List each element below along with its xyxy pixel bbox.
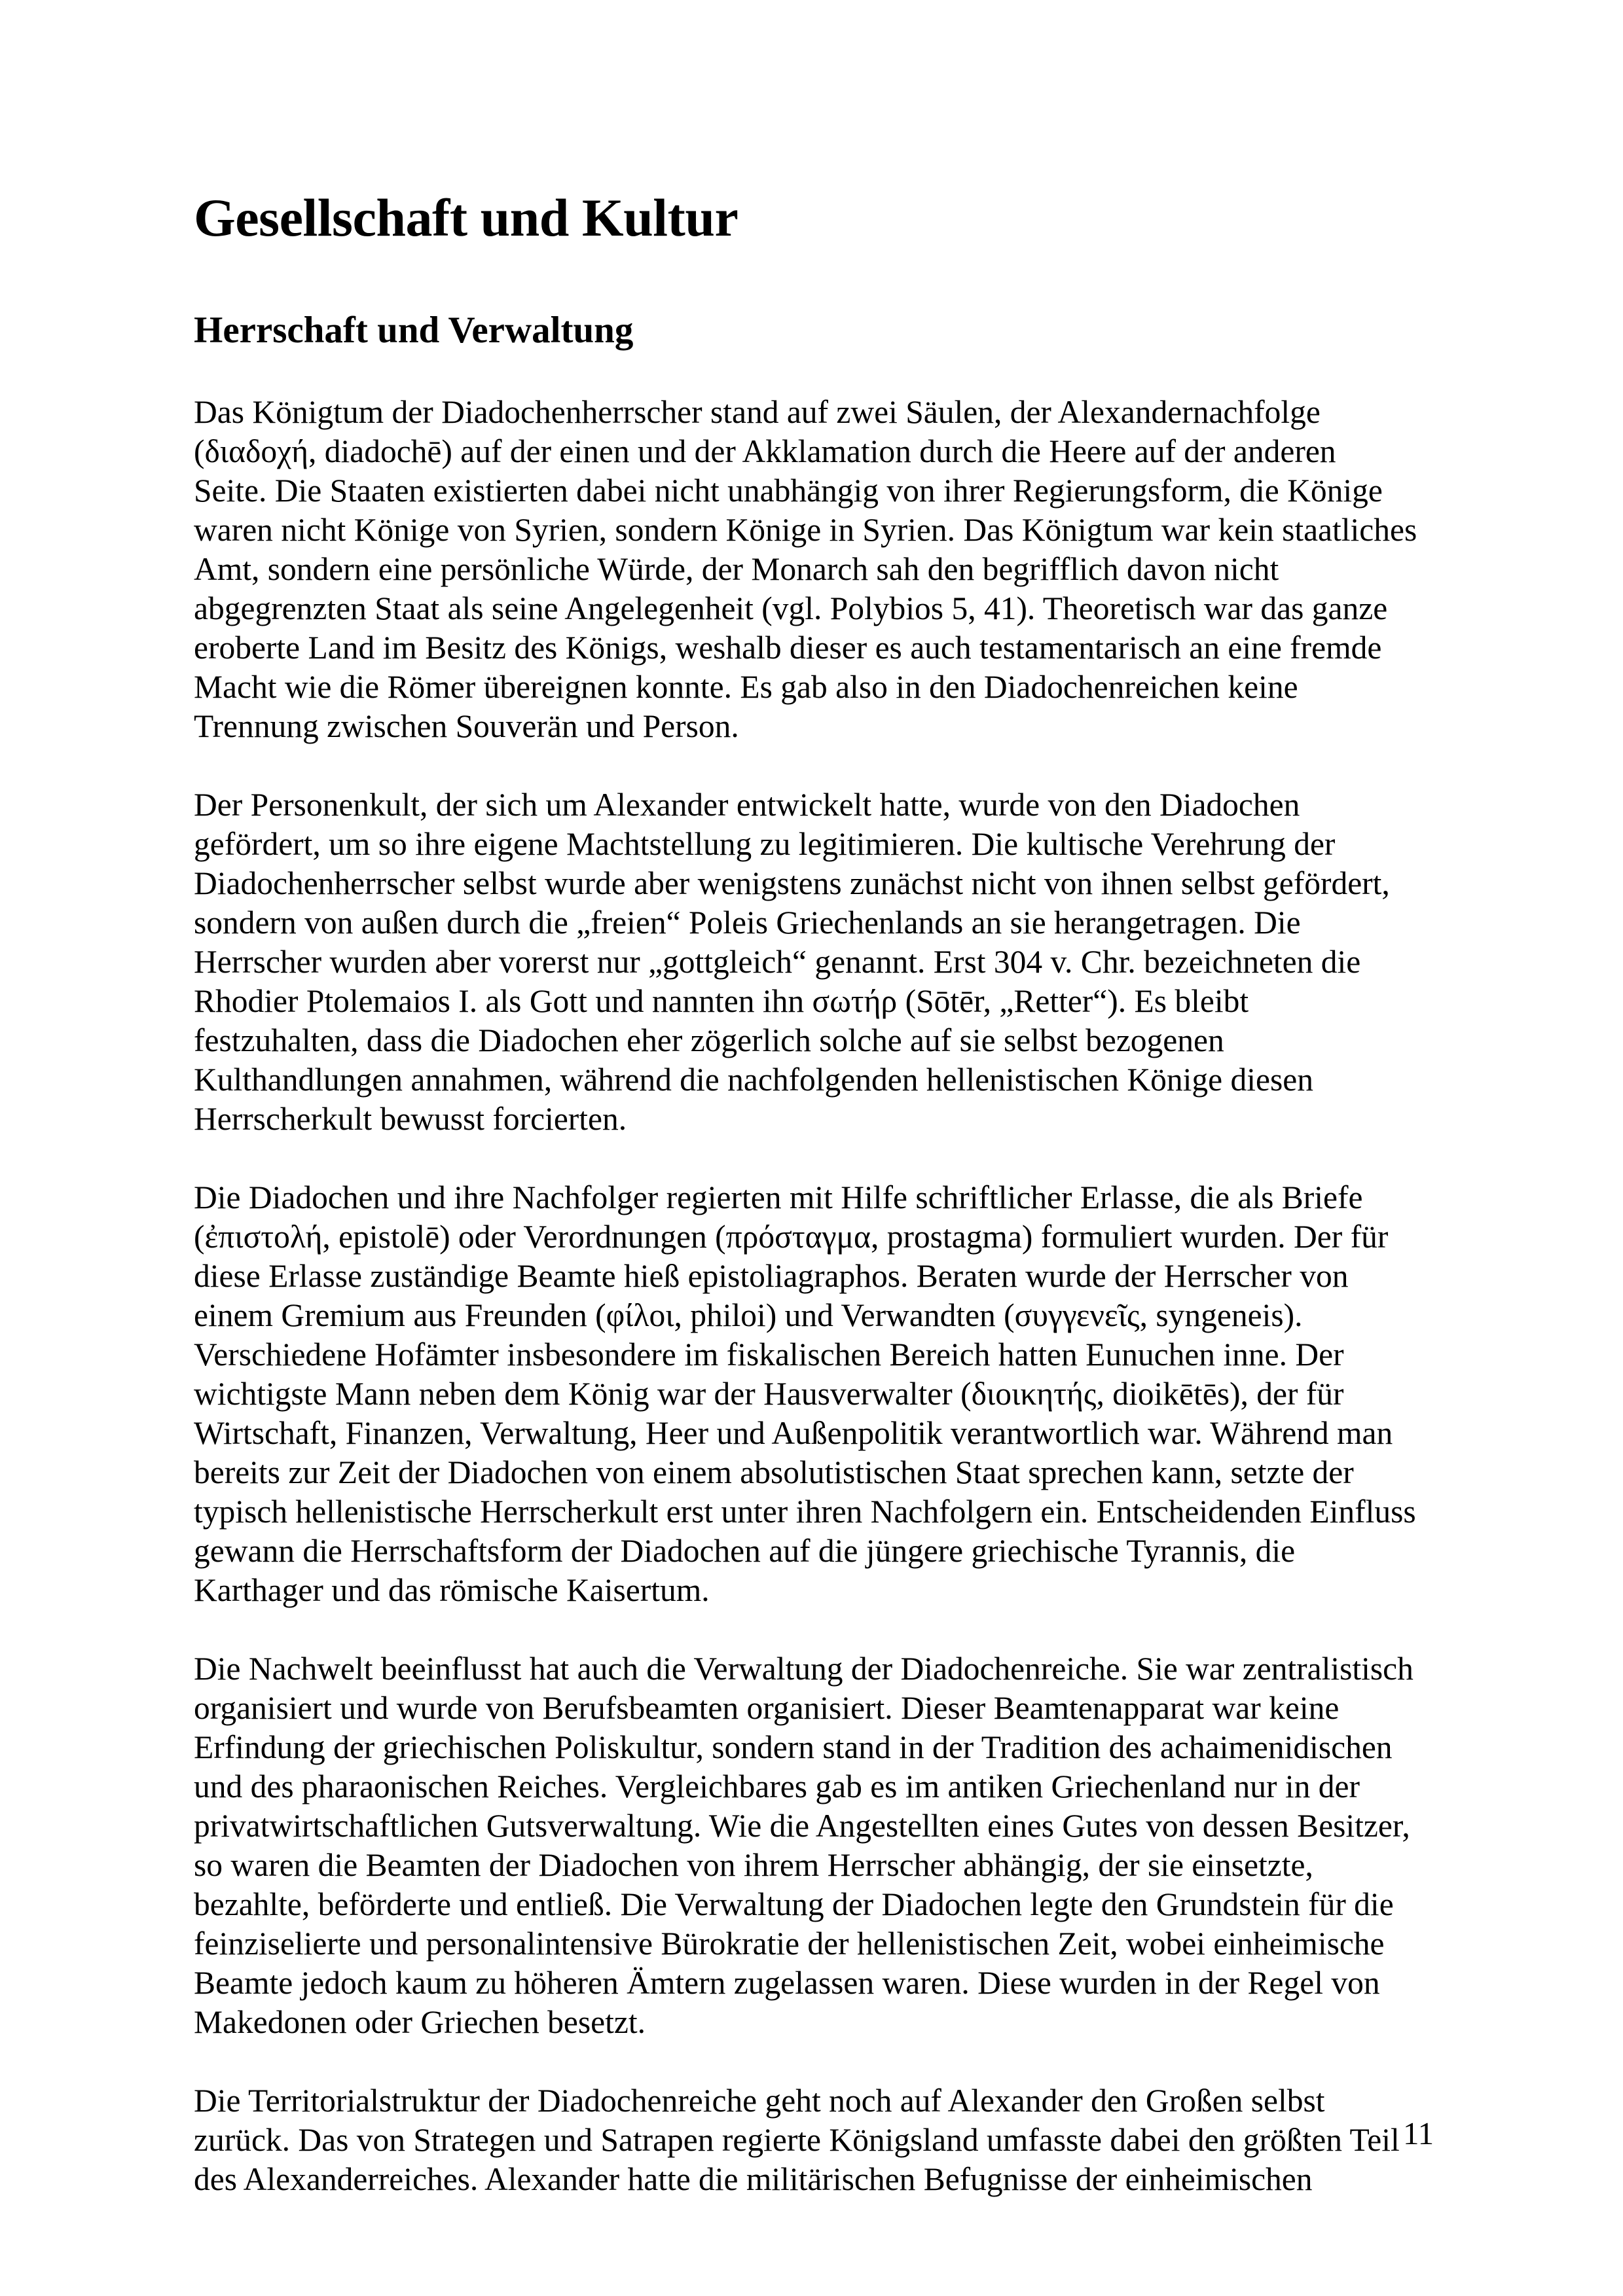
page-content (194, 187, 1438, 2199)
text-line: Beamte jedoch kaum zu höheren Ämtern zugelassen waren. Diese wurden in der Regel von (194, 1964, 1380, 2001)
text-line: Amt, sondern eine persönliche Würde, der Monarch sah den begrifflich davon nicht (194, 550, 1279, 587)
text-line: sondern von außen durch die „freien“ Poleis Griechenlands an sie herangetragen. Die (194, 904, 1301, 941)
text-line: bezahlte, beförderte und entließ. Die Verwaltung der Diadochen legte den Grundstein für die (194, 1886, 1394, 1922)
section-heading: Herrschaft und Verwaltung (194, 310, 634, 351)
paragraph (194, 393, 1438, 746)
text-line: Herrscher wurden aber vorerst nur „gottgleich“ genannt. Erst 304 v. Chr. bezeichneten die (194, 943, 1361, 980)
text-line: Das Königtum der Diadochenherrscher stand auf zwei Säulen, der Alexandernachfolge (194, 393, 1321, 430)
paragraph (194, 785, 1438, 1139)
text-line: des Alexanderreiches. Alexander hatte die militärischen Befugnisse der einheimischen (194, 2161, 1313, 2197)
text-line: Wirtschaft, Finanzen, Verwaltung, Heer und Außenpolitik verantwortlich war. Während man (194, 1414, 1393, 1451)
text-line: Herrscherkult bewusst forcierten. (194, 1100, 627, 1137)
paragraph (194, 1649, 1438, 2042)
text-line: gefördert, um so ihre eigene Machtstellung zu legitimieren. Die kultische Verehrung der (194, 825, 1336, 862)
page-number: 11 (1403, 2115, 1434, 2151)
text-line: abgegrenzten Staat als seine Angelegenheit (vgl. Polybios 5, 41). Theoretisch war das ganze (194, 590, 1388, 626)
text-line: typisch hellenistische Herrscherkult erst unter ihren Nachfolgern ein. Entscheidenden Einfluss (194, 1493, 1416, 1530)
text-line: waren nicht Könige von Syrien, sondern Könige in Syrien. Das Königtum war kein staatliches (194, 511, 1417, 548)
text-line: (ἐπιστολή, epistolē) oder Verordnungen (πρόσταγμα, prostagma) formuliert wurden. Der für (194, 1218, 1389, 1255)
page-title: Gesellschaft und Kultur (194, 188, 739, 247)
text-line: Die Territorialstruktur der Diadochenreiche geht noch auf Alexander den Großen selbst (194, 2082, 1325, 2119)
text-line: Rhodier Ptolemaios I. als Gott und nannten ihn σωτήρ (Sōtēr, „Retter“). Es bleibt (194, 982, 1249, 1019)
text-line: Karthager und das römische Kaisertum. (194, 1571, 710, 1608)
text-line: Seite. Die Staaten existierten dabei nicht unabhängig von ihrer Regierungsform, die Könige (194, 472, 1383, 509)
text-line: Erfindung der griechischen Poliskultur, sondern stand in der Tradition des achaimenidischen (194, 1729, 1393, 1765)
text-line: Kulthandlungen annahmen, während die nachfolgenden hellenistischen Könige diesen (194, 1061, 1313, 1098)
text-line: feinziselierte und personalintensive Bürokratie der hellenistischen Zeit, wobei einheimische (194, 1925, 1385, 1962)
text-line: festzuhalten, dass die Diadochen eher zögerlich solche auf sie selbst bezogenen (194, 1022, 1224, 1058)
text-line: einem Gremium aus Freunden (φίλοι, philoi) und Verwandten (συγγενεῖς, syngeneis). (194, 1297, 1303, 1333)
text-line: wichtigste Mann neben dem König war der Hausverwalter (διοικητής, dioikētēs), der für (194, 1375, 1344, 1412)
body-text (194, 393, 1438, 2199)
text-line: Diadochenherrscher selbst wurde aber wenigstens zunächst nicht von ihnen selbst gefördert, (194, 865, 1390, 901)
text-line: und des pharaonischen Reiches. Vergleichbares gab es im antiken Griechenland nur in der (194, 1768, 1360, 1804)
text-line: Die Diadochen und ihre Nachfolger regierten mit Hilfe schriftlicher Erlasse, die als Briefe (194, 1179, 1363, 1215)
text-line: Makedonen oder Griechen besetzt. (194, 2003, 646, 2040)
text-line: Die Nachwelt beeinflusst hat auch die Verwaltung der Diadochenreiche. Sie war zentralistisch (194, 1650, 1413, 1687)
text-line: eroberte Land im Besitz des Königs, weshalb dieser es auch testamentarisch an eine fremde (194, 629, 1382, 666)
text-line: zurück. Das von Strategen und Satrapen regierte Königsland umfasste dabei den größten Teil (194, 2121, 1400, 2158)
text-line: privatwirtschaftlichen Gutsverwaltung. Wie die Angestellten eines Gutes von dessen Besitzer, (194, 1807, 1410, 1844)
text-line: Macht wie die Römer übereignen konnte. Es gab also in den Diadochenreichen keine (194, 668, 1298, 705)
text-line: diese Erlasse zuständige Beamte hieß epistoliagraphos. Beraten wurde der Herrscher von (194, 1257, 1349, 1294)
text-line: gewann die Herrschaftsform der Diadochen auf die jüngere griechische Tyrannis, die (194, 1532, 1296, 1569)
text-line: Trennung zwischen Souverän und Person. (194, 708, 739, 744)
text-line: Der Personenkult, der sich um Alexander entwickelt hatte, wurde von den Diadochen (194, 786, 1300, 823)
text-line: bereits zur Zeit der Diadochen von einem absolutistischen Staat sprechen kann, setzte der (194, 1454, 1354, 1490)
paragraph (194, 2081, 1438, 2199)
text-line: Verschiedene Hofämter insbesondere im fiskalischen Bereich hatten Eunuchen inne. Der (194, 1336, 1344, 1372)
paragraph (194, 1178, 1438, 1610)
text-line: (διαδοχή, diadochē) auf der einen und der Akklamation durch die Heere auf der anderen (194, 433, 1336, 469)
text-line: so waren die Beamten der Diadochen von ihrem Herrscher abhängig, der sie einsetzte, (194, 1846, 1313, 1883)
text-line: organisiert und wurde von Berufsbeamten organisiert. Dieser Beamtenapparat war keine (194, 1689, 1340, 1726)
